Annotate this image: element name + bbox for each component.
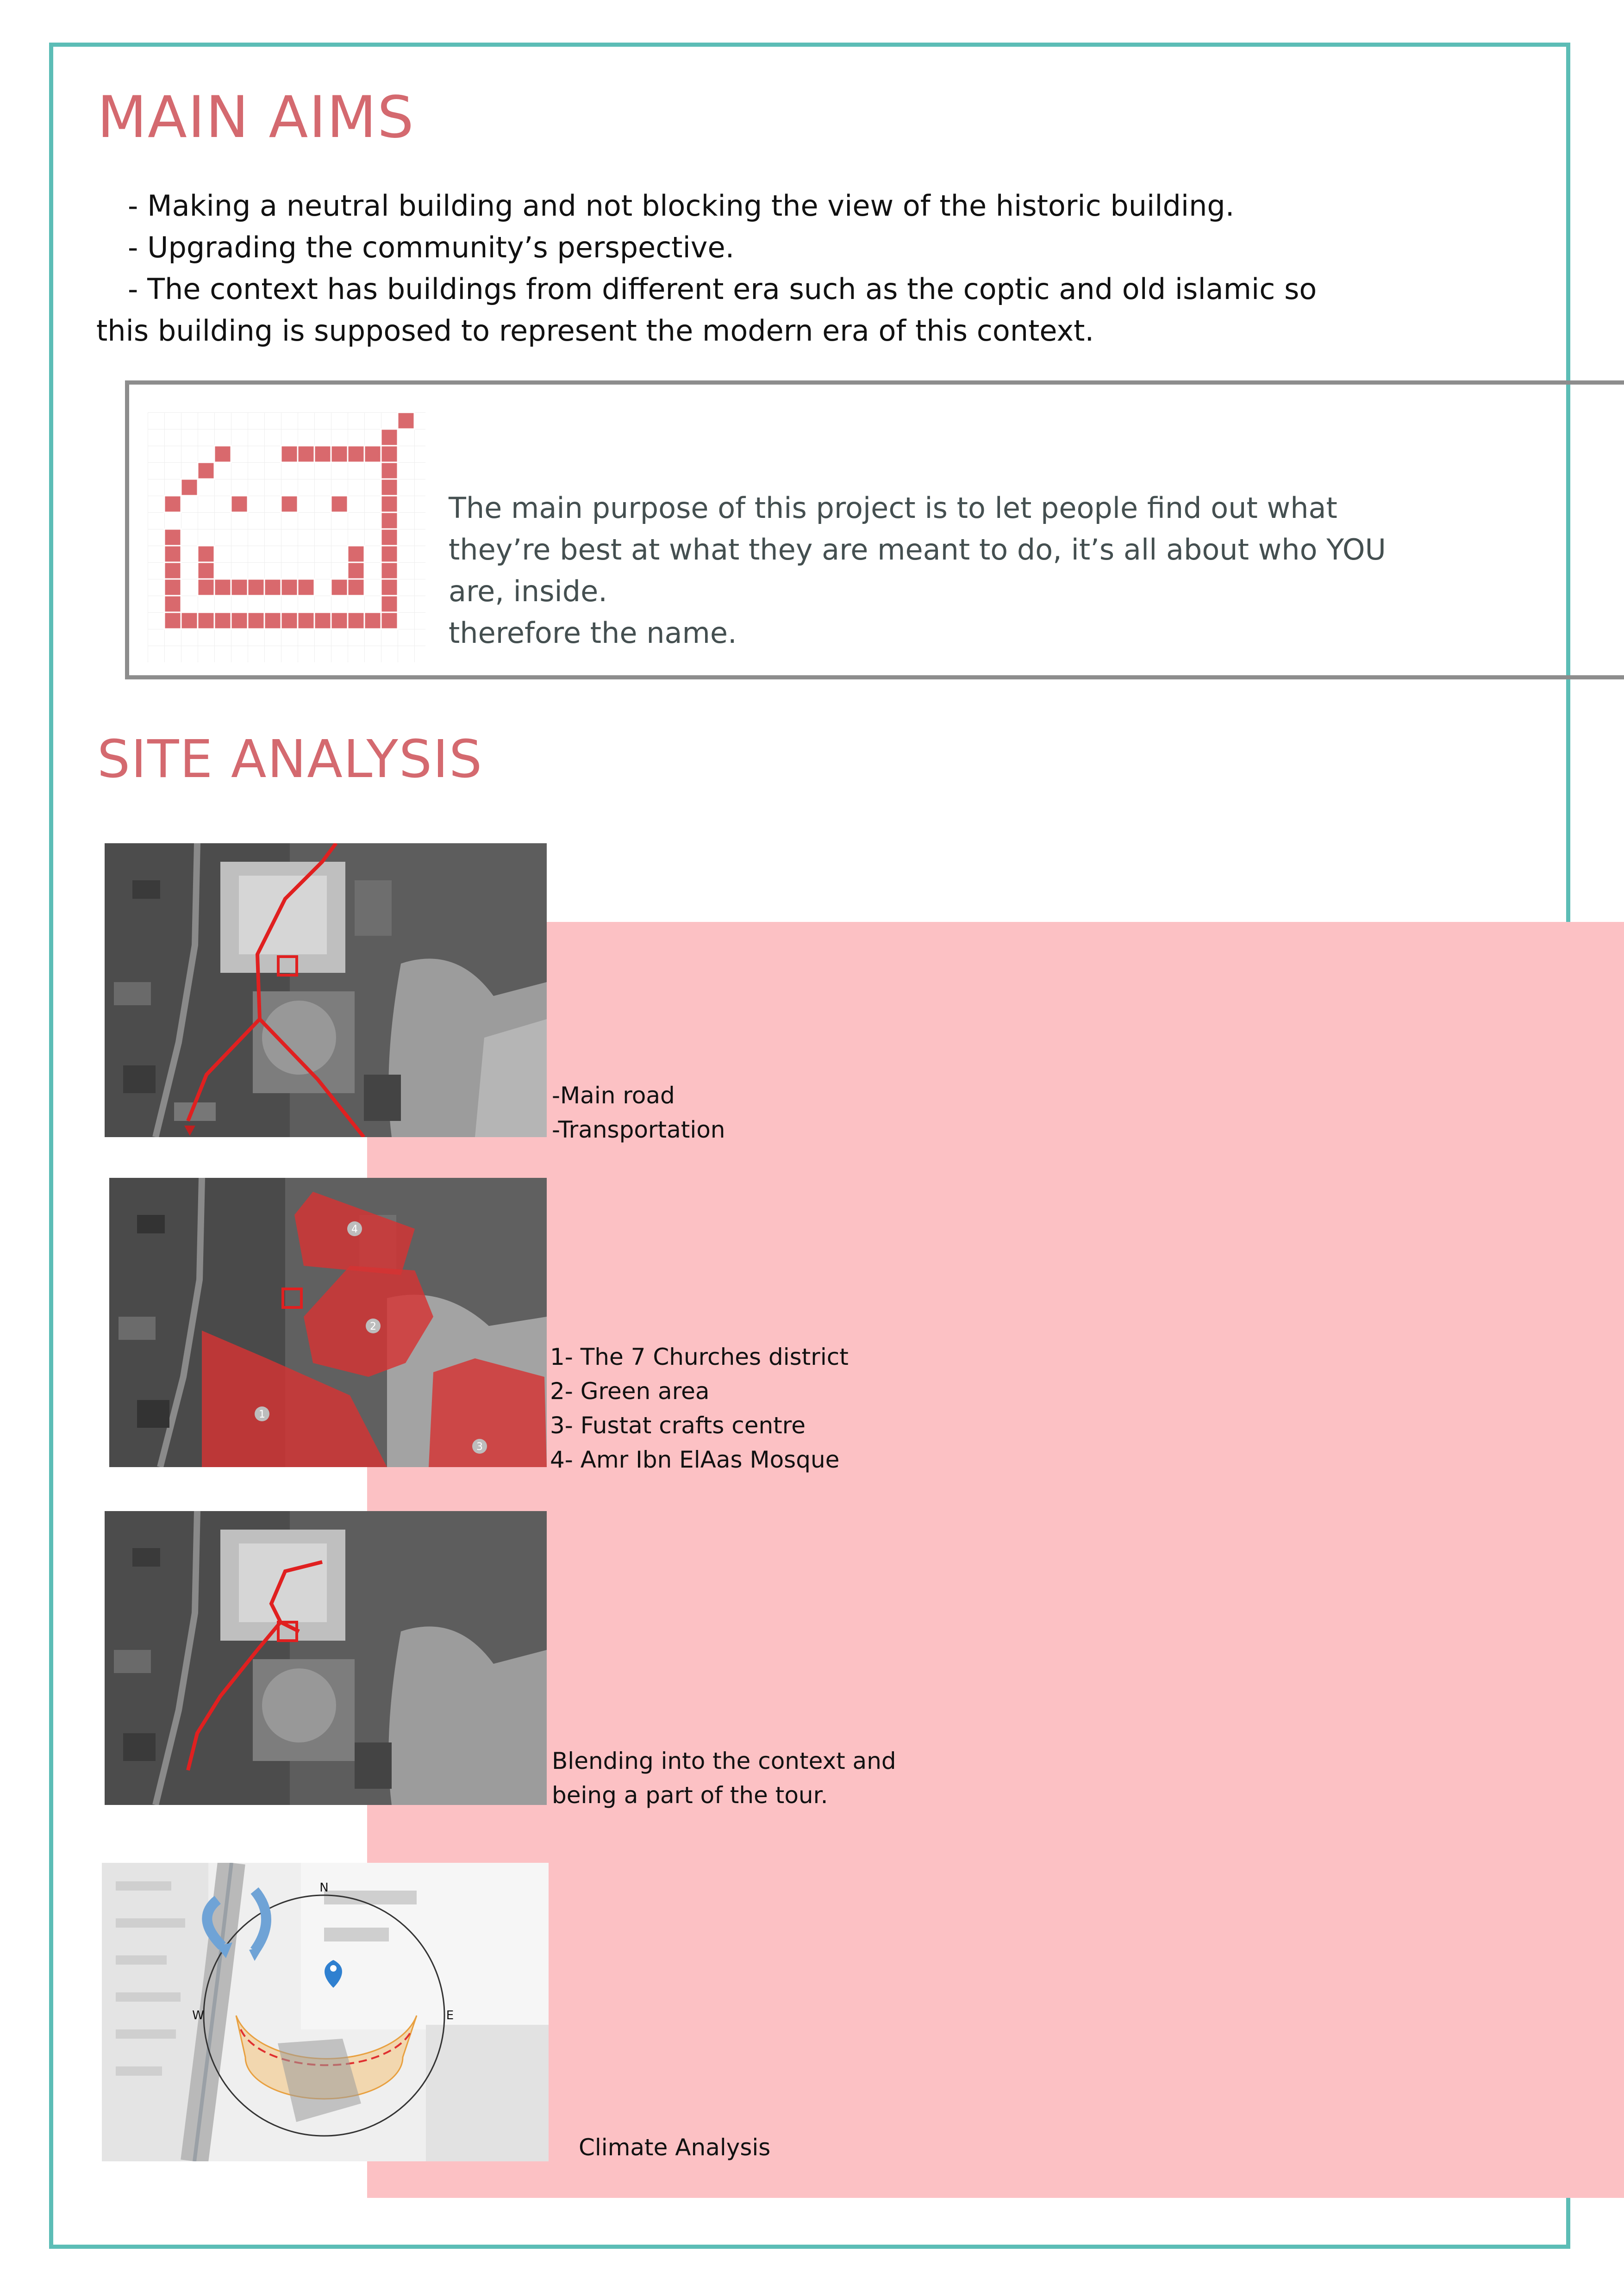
tour-caption [552,1744,896,1812]
map-marker-label: 3 [476,1441,483,1453]
purpose-line: are, inside. [449,574,607,608]
aim-item: - The context has buildings from different era such as the coptic and old islamic so [128,272,1317,306]
caption-line: -Transportation [552,1116,725,1143]
climate-analysis-map [102,1863,549,2161]
climate-analysis-caption [579,2130,770,2165]
caption-line: being a part of the tour. [552,1782,828,1809]
main-aims-heading: MAIN AIMS [97,84,415,151]
main-road-map [105,843,547,1137]
compass-west-label: W [192,2009,204,2022]
caption-line: 4- Amr Ibn ElAas Mosque [550,1446,840,1473]
compass-north-label: N [319,1881,329,1895]
landmarks-caption [550,1340,849,1477]
landmarks-map [109,1178,547,1467]
caption-line: 1- The 7 Churches district [550,1344,849,1370]
purpose-line: The main purpose of this project is to let people find out what [449,491,1337,525]
project-purpose-text [449,487,1560,654]
project-purpose-box [125,380,1624,679]
map-marker-label: 2 [370,1321,376,1332]
site-analysis-heading: SITE ANALYSIS [97,729,483,790]
map-marker-label: 1 [259,1409,265,1420]
aim-item: - Making a neutral building and not blocking the view of the historic building. [128,189,1235,223]
tour-route-map [105,1511,547,1805]
main-aims-list [96,185,1439,352]
map-marker-label: 4 [351,1224,358,1235]
main-road-caption [552,1078,725,1147]
caption-line: -Main road [552,1082,675,1109]
aim-item-continuation: this building is supposed to represent the modern era of this context. [96,314,1094,348]
project-logo-icon [148,412,425,662]
caption-line: Climate Analysis [579,2134,771,2161]
caption-line: 2- Green area [550,1378,710,1405]
purpose-line: therefore the name. [449,616,737,650]
caption-line: 3- Fustat crafts centre [550,1412,806,1439]
aim-item: - Upgrading the community’s perspective. [128,230,735,264]
purpose-line: they’re best at what they are meant to do, it’s all about who YOU [449,533,1386,566]
caption-line: Blending into the context and [552,1748,896,1774]
compass-east-label: E [446,2009,454,2022]
